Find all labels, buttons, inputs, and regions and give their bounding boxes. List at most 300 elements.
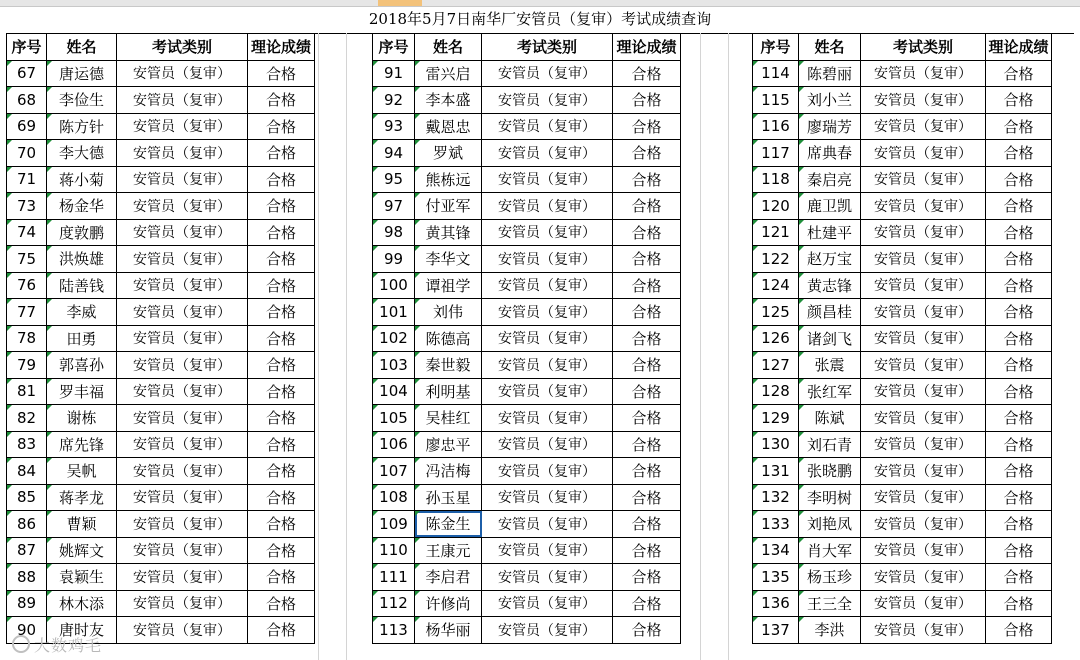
- seq-cell[interactable]: 74: [7, 219, 47, 246]
- score-cell[interactable]: 合格: [248, 246, 315, 273]
- seq-cell[interactable]: 68: [7, 87, 47, 114]
- seq-cell[interactable]: 88: [7, 564, 47, 591]
- seq-cell[interactable]: 78: [7, 325, 47, 352]
- name-cell[interactable]: 田勇: [47, 325, 117, 352]
- seq-cell[interactable]: 94: [373, 140, 415, 167]
- score-cell[interactable]: 合格: [613, 484, 681, 511]
- category-cell[interactable]: 安管员（复审）: [482, 246, 613, 273]
- category-cell[interactable]: 安管员（复审）: [117, 564, 248, 591]
- score-cell[interactable]: 合格: [986, 246, 1052, 273]
- seq-cell[interactable]: 92: [373, 87, 415, 114]
- category-cell[interactable]: 安管员（复审）: [861, 484, 986, 511]
- header-cell[interactable]: 考试类别: [861, 34, 986, 61]
- category-cell[interactable]: 安管员（复审）: [117, 113, 248, 140]
- category-cell[interactable]: 安管员（复审）: [117, 246, 248, 273]
- name-cell[interactable]: 曹颖: [47, 511, 117, 538]
- category-cell[interactable]: 安管员（复审）: [861, 564, 986, 591]
- seq-cell[interactable]: 77: [7, 299, 47, 326]
- seq-cell[interactable]: 134: [753, 537, 799, 564]
- score-cell[interactable]: 合格: [986, 193, 1052, 220]
- seq-cell[interactable]: 116: [753, 113, 799, 140]
- score-cell[interactable]: 合格: [248, 352, 315, 379]
- name-cell[interactable]: 罗丰福: [47, 378, 117, 405]
- name-cell[interactable]: 秦世毅: [415, 352, 482, 379]
- seq-cell[interactable]: 105: [373, 405, 415, 432]
- name-cell[interactable]: 利明基: [415, 378, 482, 405]
- category-cell[interactable]: 安管员（复审）: [482, 87, 613, 114]
- name-cell[interactable]: 杨玉珍: [799, 564, 861, 591]
- name-cell[interactable]: 黄志锋: [799, 272, 861, 299]
- seq-cell[interactable]: 83: [7, 431, 47, 458]
- watermark-text: 大数鸡毛: [34, 636, 103, 655]
- name-cell[interactable]: 付亚军: [415, 193, 482, 220]
- category-cell[interactable]: 安管员（复审）: [117, 166, 248, 193]
- score-cell[interactable]: 合格: [248, 405, 315, 432]
- score-cell[interactable]: 合格: [613, 246, 681, 273]
- header-cell[interactable]: 序号: [753, 34, 799, 61]
- name-cell[interactable]: 杨华丽: [415, 617, 482, 644]
- score-cell[interactable]: 合格: [248, 272, 315, 299]
- score-cell[interactable]: 合格: [248, 193, 315, 220]
- name-cell[interactable]: 廖忠平: [415, 431, 482, 458]
- name-cell[interactable]: 李洪: [799, 617, 861, 644]
- seq-cell[interactable]: 107: [373, 458, 415, 485]
- seq-cell[interactable]: 126: [753, 325, 799, 352]
- category-cell[interactable]: 安管员（复审）: [861, 140, 986, 167]
- name-cell[interactable]: 张红军: [799, 378, 861, 405]
- category-cell[interactable]: 安管员（复审）: [117, 299, 248, 326]
- table-row: [753, 272, 1052, 299]
- category-cell[interactable]: 安管员（复审）: [861, 458, 986, 485]
- category-cell[interactable]: 安管员（复审）: [861, 246, 986, 273]
- name-cell[interactable]: 冯洁梅: [415, 458, 482, 485]
- seq-cell[interactable]: 95: [373, 166, 415, 193]
- category-cell[interactable]: 安管员（复审）: [117, 458, 248, 485]
- score-cell[interactable]: 合格: [613, 590, 681, 617]
- score-cell[interactable]: 合格: [248, 140, 315, 167]
- name-cell[interactable]: 袁颖生: [47, 564, 117, 591]
- name-cell[interactable]: 肖大军: [799, 537, 861, 564]
- header-row: [373, 34, 681, 61]
- score-cell[interactable]: 合格: [248, 617, 315, 644]
- score-cell[interactable]: 合格: [248, 325, 315, 352]
- seq-cell[interactable]: 130: [753, 431, 799, 458]
- name-cell[interactable]: 王三全: [799, 590, 861, 617]
- name-cell[interactable]: 罗斌: [415, 140, 482, 167]
- name-cell[interactable]: 李威: [47, 299, 117, 326]
- score-table: [372, 33, 681, 644]
- seq-cell[interactable]: 117: [753, 140, 799, 167]
- score-cell[interactable]: 合格: [986, 378, 1052, 405]
- score-cell[interactable]: 合格: [248, 113, 315, 140]
- score-cell[interactable]: 合格: [986, 272, 1052, 299]
- name-cell[interactable]: 刘石青: [799, 431, 861, 458]
- name-cell[interactable]: 郭喜孙: [47, 352, 117, 379]
- category-cell[interactable]: 安管员（复审）: [861, 166, 986, 193]
- seq-cell[interactable]: 124: [753, 272, 799, 299]
- table-row: [7, 87, 315, 114]
- seq-cell[interactable]: 71: [7, 166, 47, 193]
- name-cell[interactable]: 陈德高: [415, 325, 482, 352]
- sheet-title[interactable]: 2018年5月7日南华厂安管员（复审）考试成绩查询: [6, 6, 1074, 34]
- score-cell[interactable]: 合格: [248, 484, 315, 511]
- score-cell[interactable]: 合格: [986, 352, 1052, 379]
- seq-cell[interactable]: 109: [373, 511, 415, 538]
- table-row: [373, 617, 681, 644]
- name-cell[interactable]: 度敦鹏: [47, 219, 117, 246]
- name-cell[interactable]: 刘伟: [415, 299, 482, 326]
- header-cell[interactable]: 理论成绩: [986, 34, 1052, 61]
- name-cell[interactable]: 孙玉星: [415, 484, 482, 511]
- category-cell[interactable]: 安管员（复审）: [482, 458, 613, 485]
- category-cell[interactable]: 安管员（复审）: [482, 272, 613, 299]
- seq-cell[interactable]: 69: [7, 113, 47, 140]
- name-cell[interactable]: 王康元: [415, 537, 482, 564]
- score-cell[interactable]: 合格: [613, 405, 681, 432]
- table-row: [753, 113, 1052, 140]
- name-cell[interactable]: 席先锋: [47, 431, 117, 458]
- name-cell[interactable]: 吴桂红: [415, 405, 482, 432]
- seq-cell[interactable]: 127: [753, 352, 799, 379]
- category-cell[interactable]: 安管员（复审）: [117, 219, 248, 246]
- score-cell[interactable]: 合格: [613, 511, 681, 538]
- header-cell[interactable]: 理论成绩: [248, 34, 315, 61]
- score-cell[interactable]: 合格: [248, 590, 315, 617]
- name-cell[interactable]: 陈方针: [47, 113, 117, 140]
- seq-cell[interactable]: 99: [373, 246, 415, 273]
- table-row: [7, 352, 315, 379]
- seq-cell[interactable]: 86: [7, 511, 47, 538]
- seq-cell[interactable]: 67: [7, 60, 47, 87]
- score-cell[interactable]: 合格: [248, 431, 315, 458]
- seq-cell[interactable]: 100: [373, 272, 415, 299]
- table-row: [373, 590, 681, 617]
- score-cell[interactable]: 合格: [248, 537, 315, 564]
- score-cell[interactable]: 合格: [613, 537, 681, 564]
- score-cell[interactable]: 合格: [613, 431, 681, 458]
- category-cell[interactable]: 安管员（复审）: [482, 431, 613, 458]
- name-cell[interactable]: 刘小兰: [799, 87, 861, 114]
- name-cell[interactable]: 林木添: [47, 590, 117, 617]
- name-cell[interactable]: 陈斌: [799, 405, 861, 432]
- category-cell[interactable]: 安管员（复审）: [117, 87, 248, 114]
- category-cell[interactable]: 安管员（复审）: [482, 219, 613, 246]
- score-cell[interactable]: 合格: [986, 537, 1052, 564]
- score-cell[interactable]: 合格: [986, 458, 1052, 485]
- seq-cell[interactable]: 122: [753, 246, 799, 273]
- seq-cell[interactable]: 136: [753, 590, 799, 617]
- name-cell[interactable]: 黄其锋: [415, 219, 482, 246]
- name-cell[interactable]: 李大德: [47, 140, 117, 167]
- score-cell[interactable]: 合格: [613, 458, 681, 485]
- category-cell[interactable]: 安管员（复审）: [861, 193, 986, 220]
- score-cell[interactable]: 合格: [613, 87, 681, 114]
- score-cell[interactable]: 合格: [248, 87, 315, 114]
- table-row: [753, 325, 1052, 352]
- score-cell[interactable]: 合格: [613, 60, 681, 87]
- seq-cell[interactable]: 111: [373, 564, 415, 591]
- seq-cell[interactable]: 93: [373, 113, 415, 140]
- name-cell[interactable]: 李明树: [799, 484, 861, 511]
- seq-cell[interactable]: 129: [753, 405, 799, 432]
- seq-cell[interactable]: 90: [7, 617, 47, 644]
- score-cell[interactable]: 合格: [613, 140, 681, 167]
- category-cell[interactable]: 安管员（复审）: [861, 431, 986, 458]
- name-cell[interactable]: 李俭生: [47, 87, 117, 114]
- category-cell[interactable]: 安管员（复审）: [861, 511, 986, 538]
- seq-cell[interactable]: 114: [753, 60, 799, 87]
- category-cell[interactable]: 安管员（复审）: [482, 113, 613, 140]
- category-cell[interactable]: 安管员（复审）: [117, 405, 248, 432]
- table-row: [373, 352, 681, 379]
- score-cell[interactable]: 合格: [986, 590, 1052, 617]
- seq-cell[interactable]: 76: [7, 272, 47, 299]
- name-cell[interactable]: 陈金生: [415, 511, 482, 538]
- seq-cell[interactable]: 108: [373, 484, 415, 511]
- category-cell[interactable]: 安管员（复审）: [117, 140, 248, 167]
- gridline: [346, 33, 347, 660]
- score-cell[interactable]: 合格: [248, 166, 315, 193]
- seq-cell[interactable]: 85: [7, 484, 47, 511]
- category-cell[interactable]: 安管员（复审）: [482, 511, 613, 538]
- score-cell[interactable]: 合格: [613, 617, 681, 644]
- seq-cell[interactable]: 82: [7, 405, 47, 432]
- table-row: [373, 166, 681, 193]
- seq-cell[interactable]: 112: [373, 590, 415, 617]
- seq-cell[interactable]: 113: [373, 617, 415, 644]
- header-cell[interactable]: 姓名: [47, 34, 117, 61]
- score-cell[interactable]: 合格: [248, 511, 315, 538]
- name-cell[interactable]: 姚辉文: [47, 537, 117, 564]
- score-cell[interactable]: 合格: [248, 458, 315, 485]
- score-cell[interactable]: 合格: [986, 140, 1052, 167]
- name-cell[interactable]: 鹿卫凯: [799, 193, 861, 220]
- name-cell[interactable]: 洪焕雄: [47, 246, 117, 273]
- score-cell[interactable]: 合格: [986, 219, 1052, 246]
- name-cell[interactable]: 席典春: [799, 140, 861, 167]
- seq-cell[interactable]: 104: [373, 378, 415, 405]
- category-cell[interactable]: 安管员（复审）: [482, 193, 613, 220]
- category-cell[interactable]: 安管员（复审）: [861, 378, 986, 405]
- score-cell[interactable]: 合格: [986, 113, 1052, 140]
- name-cell[interactable]: 张震: [799, 352, 861, 379]
- name-cell[interactable]: 唐运德: [47, 60, 117, 87]
- table-row: [373, 325, 681, 352]
- category-cell[interactable]: 安管员（复审）: [861, 405, 986, 432]
- category-cell[interactable]: 安管员（复审）: [117, 325, 248, 352]
- category-cell[interactable]: 安管员（复审）: [482, 564, 613, 591]
- category-cell[interactable]: 安管员（复审）: [117, 484, 248, 511]
- seq-cell[interactable]: 102: [373, 325, 415, 352]
- header-cell[interactable]: 序号: [7, 34, 47, 61]
- category-cell[interactable]: 安管员（复审）: [482, 537, 613, 564]
- category-cell[interactable]: 安管员（复审）: [117, 193, 248, 220]
- header-cell[interactable]: 姓名: [799, 34, 861, 61]
- name-cell[interactable]: 陆善钱: [47, 272, 117, 299]
- category-cell[interactable]: 安管员（复审）: [482, 378, 613, 405]
- header-cell[interactable]: 姓名: [415, 34, 482, 61]
- category-cell[interactable]: 安管员（复审）: [117, 431, 248, 458]
- table-row: [7, 378, 315, 405]
- name-cell[interactable]: 蒋小菊: [47, 166, 117, 193]
- score-cell[interactable]: 合格: [986, 87, 1052, 114]
- table-row: [7, 564, 315, 591]
- name-cell[interactable]: 赵万宝: [799, 246, 861, 273]
- category-cell[interactable]: 安管员（复审）: [482, 617, 613, 644]
- header-cell[interactable]: 序号: [373, 34, 415, 61]
- category-cell[interactable]: 安管员（复审）: [861, 352, 986, 379]
- category-cell[interactable]: 安管员（复审）: [117, 537, 248, 564]
- category-cell[interactable]: 安管员（复审）: [117, 617, 248, 644]
- category-cell[interactable]: 安管员（复审）: [482, 299, 613, 326]
- score-cell[interactable]: 合格: [986, 484, 1052, 511]
- score-cell[interactable]: 合格: [986, 325, 1052, 352]
- seq-cell[interactable]: 97: [373, 193, 415, 220]
- seq-cell[interactable]: 131: [753, 458, 799, 485]
- category-cell[interactable]: 安管员（复审）: [482, 166, 613, 193]
- seq-cell[interactable]: 91: [373, 60, 415, 87]
- seq-cell[interactable]: 110: [373, 537, 415, 564]
- name-cell[interactable]: 诸剑飞: [799, 325, 861, 352]
- category-cell[interactable]: 安管员（复审）: [117, 511, 248, 538]
- category-cell[interactable]: 安管员（复审）: [482, 60, 613, 87]
- seq-cell[interactable]: 128: [753, 378, 799, 405]
- seq-cell[interactable]: 79: [7, 352, 47, 379]
- seq-cell[interactable]: 106: [373, 431, 415, 458]
- category-cell[interactable]: 安管员（复审）: [117, 272, 248, 299]
- category-cell[interactable]: 安管员（复审）: [861, 272, 986, 299]
- score-cell[interactable]: 合格: [248, 378, 315, 405]
- seq-cell[interactable]: 98: [373, 219, 415, 246]
- seq-cell[interactable]: 101: [373, 299, 415, 326]
- seq-cell[interactable]: 73: [7, 193, 47, 220]
- score-cell[interactable]: 合格: [613, 325, 681, 352]
- score-cell[interactable]: 合格: [613, 193, 681, 220]
- name-cell[interactable]: 蒋孝龙: [47, 484, 117, 511]
- seq-cell[interactable]: 125: [753, 299, 799, 326]
- category-cell[interactable]: 安管员（复审）: [861, 113, 986, 140]
- category-cell[interactable]: 安管员（复审）: [482, 352, 613, 379]
- seq-cell[interactable]: 132: [753, 484, 799, 511]
- name-cell[interactable]: 刘艳凤: [799, 511, 861, 538]
- seq-cell[interactable]: 87: [7, 537, 47, 564]
- table-row: [753, 537, 1052, 564]
- seq-cell[interactable]: 75: [7, 246, 47, 273]
- category-cell[interactable]: 安管员（复审）: [861, 60, 986, 87]
- seq-cell[interactable]: 137: [753, 617, 799, 644]
- header-cell[interactable]: 考试类别: [482, 34, 613, 61]
- name-cell[interactable]: 唐时友: [47, 617, 117, 644]
- category-cell[interactable]: 安管员（复审）: [482, 140, 613, 167]
- table-row: [373, 219, 681, 246]
- score-cell[interactable]: 合格: [986, 166, 1052, 193]
- name-cell[interactable]: 熊栋远: [415, 166, 482, 193]
- score-cell[interactable]: 合格: [986, 299, 1052, 326]
- seq-cell[interactable]: 121: [753, 219, 799, 246]
- header-cell[interactable]: 考试类别: [117, 34, 248, 61]
- name-cell[interactable]: 杨金华: [47, 193, 117, 220]
- score-cell[interactable]: 合格: [248, 219, 315, 246]
- category-cell[interactable]: 安管员（复审）: [861, 590, 986, 617]
- seq-cell[interactable]: 89: [7, 590, 47, 617]
- name-cell[interactable]: 谭祖学: [415, 272, 482, 299]
- score-cell[interactable]: 合格: [613, 352, 681, 379]
- score-cell[interactable]: 合格: [613, 272, 681, 299]
- score-cell[interactable]: 合格: [613, 219, 681, 246]
- header-cell[interactable]: 理论成绩: [613, 34, 681, 61]
- category-cell[interactable]: 安管员（复审）: [117, 60, 248, 87]
- score-cell[interactable]: 合格: [248, 60, 315, 87]
- name-cell[interactable]: 雷兴启: [415, 60, 482, 87]
- score-cell[interactable]: 合格: [613, 113, 681, 140]
- score-cell[interactable]: 合格: [986, 511, 1052, 538]
- name-cell[interactable]: 颜昌桂: [799, 299, 861, 326]
- score-cell[interactable]: 合格: [613, 299, 681, 326]
- seq-cell[interactable]: 133: [753, 511, 799, 538]
- score-cell[interactable]: 合格: [986, 564, 1052, 591]
- seq-cell[interactable]: 135: [753, 564, 799, 591]
- category-cell[interactable]: 安管员（复审）: [117, 590, 248, 617]
- table-row: [7, 246, 315, 273]
- seq-cell[interactable]: 115: [753, 87, 799, 114]
- seq-cell[interactable]: 84: [7, 458, 47, 485]
- seq-cell[interactable]: 118: [753, 166, 799, 193]
- seq-cell[interactable]: 81: [7, 378, 47, 405]
- category-cell[interactable]: 安管员（复审）: [861, 537, 986, 564]
- seq-cell[interactable]: 120: [753, 193, 799, 220]
- category-cell[interactable]: 安管员（复审）: [861, 87, 986, 114]
- name-cell[interactable]: 吴帆: [47, 458, 117, 485]
- name-cell[interactable]: 张晓鹏: [799, 458, 861, 485]
- score-cell[interactable]: 合格: [613, 564, 681, 591]
- name-cell[interactable]: 李本盛: [415, 87, 482, 114]
- name-cell[interactable]: 廖瑞芳: [799, 113, 861, 140]
- name-cell[interactable]: 秦启亮: [799, 166, 861, 193]
- category-cell[interactable]: 安管员（复审）: [482, 405, 613, 432]
- name-cell[interactable]: 李华文: [415, 246, 482, 273]
- score-cell[interactable]: 合格: [248, 564, 315, 591]
- score-cell[interactable]: 合格: [986, 60, 1052, 87]
- table-row: [7, 325, 315, 352]
- category-cell[interactable]: 安管员（复审）: [861, 617, 986, 644]
- name-cell[interactable]: 李启君: [415, 564, 482, 591]
- category-cell[interactable]: 安管员（复审）: [861, 299, 986, 326]
- table-row: [373, 431, 681, 458]
- category-cell[interactable]: 安管员（复审）: [861, 219, 986, 246]
- score-cell[interactable]: 合格: [248, 299, 315, 326]
- category-cell[interactable]: 安管员（复审）: [482, 325, 613, 352]
- table-row: [7, 458, 315, 485]
- table-row: [7, 484, 315, 511]
- score-cell[interactable]: 合格: [986, 431, 1052, 458]
- score-cell[interactable]: 合格: [986, 405, 1052, 432]
- name-cell[interactable]: 杜建平: [799, 219, 861, 246]
- category-cell[interactable]: 安管员（复审）: [117, 378, 248, 405]
- category-cell[interactable]: 安管员（复审）: [482, 590, 613, 617]
- seq-cell[interactable]: 70: [7, 140, 47, 167]
- name-cell[interactable]: 谢栋: [47, 405, 117, 432]
- name-cell[interactable]: 许修尚: [415, 590, 482, 617]
- seq-cell[interactable]: 103: [373, 352, 415, 379]
- score-cell[interactable]: 合格: [613, 378, 681, 405]
- category-cell[interactable]: 安管员（复审）: [117, 352, 248, 379]
- category-cell[interactable]: 安管员（复审）: [861, 325, 986, 352]
- score-cell[interactable]: 合格: [613, 166, 681, 193]
- name-cell[interactable]: 陈碧丽: [799, 60, 861, 87]
- category-cell[interactable]: 安管员（复审）: [482, 484, 613, 511]
- name-cell[interactable]: 戴恩忠: [415, 113, 482, 140]
- score-cell[interactable]: 合格: [986, 617, 1052, 644]
